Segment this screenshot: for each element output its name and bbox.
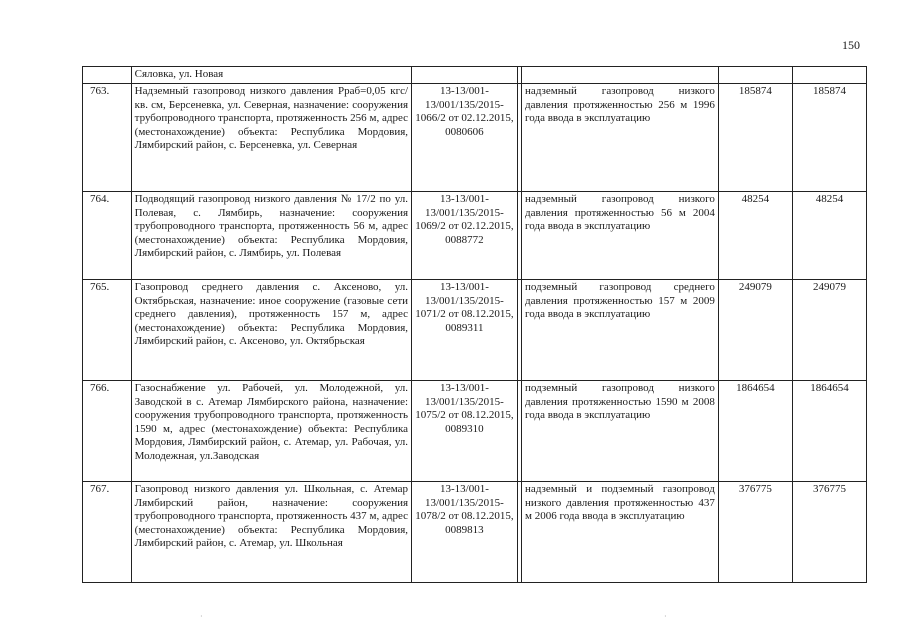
technical-info-cell: надземный газопровод низкого давления протяженностью 56 м 2004 года ввода в эксплуатацию: [522, 192, 719, 280]
value-cell: 48254: [718, 192, 792, 280]
row-number-cell: 766.: [83, 381, 132, 482]
value-cell: 1864654: [718, 381, 792, 482]
table-row: [83, 192, 867, 280]
object-description-cell: Газоснабжение ул. Рабочей, ул. Молодежной, ул. Заводской в с. Атемар Лямбирского района, назначение: сооружения трубопроводного транспорта, протяженность 1590 м, адрес (местонахождение) объекта: Республика Мордовия, Лямбирский район, с. Атемар, ул. Рабочая, ул. Молодежная, ул.Заводская: [131, 381, 411, 482]
property-register-table: [82, 66, 867, 583]
scan-artifact-mark: ·: [200, 612, 203, 621]
table-row: [83, 482, 867, 583]
table-row: [83, 84, 867, 192]
value-cell: 185874: [792, 84, 866, 192]
registration-cell: 13-13/001-13/001/135/2015-1078/2 от 08.12.2015, 0089813: [412, 482, 518, 583]
row-number-cell: 763.: [83, 84, 132, 192]
table-row: [83, 67, 867, 84]
table-row: [83, 381, 867, 482]
technical-info-cell: подземный газопровод низкого давления протяженностью 1590 м 2008 года ввода в эксплуатацию: [522, 381, 719, 482]
row-number-cell: 767.: [83, 482, 132, 583]
technical-info-cell: [522, 67, 719, 84]
registration-cell: 13-13/001-13/001/135/2015-1069/2 от 02.12.2015, 0088772: [412, 192, 518, 280]
technical-info-cell: подземный газопровод среднего давления протяженностью 157 м 2009 года ввода в эксплуатацию: [522, 280, 719, 381]
value-cell: 376775: [718, 482, 792, 583]
value-cell: 249079: [718, 280, 792, 381]
value-cell: 249079: [792, 280, 866, 381]
technical-info-cell: надземный и подземный газопровод низкого давления протяженностью 437 м 2006 года ввода в эксплуатацию: [522, 482, 719, 583]
value-cell: [718, 67, 792, 84]
registration-cell: 13-13/001-13/001/135/2015-1066/2 от 02.12.2015, 0080606: [412, 84, 518, 192]
table-row: [83, 280, 867, 381]
row-number-cell: 765.: [83, 280, 132, 381]
object-description-cell: Газопровод среднего давления с. Аксеново, ул. Октябрьская, назначение: иное сооружение (газовые сети среднего давления), протяженность 157 м, адрес (местонахождение) объекта: Республика Мордовия, Лямбирский район, с. Аксеново, ул. Октябрьская: [131, 280, 411, 381]
value-cell: 185874: [718, 84, 792, 192]
value-cell: 1864654: [792, 381, 866, 482]
registration-cell: 13-13/001-13/001/135/2015-1071/2 от 08.12.2015, 0089311: [412, 280, 518, 381]
value-cell: 48254: [792, 192, 866, 280]
object-description-cell: Подводящий газопровод низкого давления № 17/2 по ул. Полевая, с. Лямбирь, назначение: сооружения трубопроводного транспорта, протяженность 56 м, адрес (местонахождение) объекта: Республика Мордовия, Лямбирский район, с. Лямбирь, ул. Полевая: [131, 192, 411, 280]
value-cell: [792, 67, 866, 84]
row-number-cell: 764.: [83, 192, 132, 280]
object-description-cell: Надземный газопровод низкого давления Рраб=0,05 кгс/кв. см, Берсеневка, ул. Северная, назначение: сооружения трубопроводного транспорта, протяженность 256 м, адрес (местонахождение) объекта: Республика Мордовия, Лямбирский район, с. Берсеневка, ул. Северная: [131, 84, 411, 192]
page-number: 150: [842, 38, 860, 52]
value-cell: 376775: [792, 482, 866, 583]
object-description-cell: Сяловка, ул. Новая: [131, 67, 411, 84]
row-number-cell: [83, 67, 132, 84]
registration-cell: [412, 67, 518, 84]
registration-cell: 13-13/001-13/001/135/2015-1075/2 от 08.12.2015, 0089310: [412, 381, 518, 482]
scan-artifact-mark: ·: [664, 612, 667, 621]
technical-info-cell: надземный газопровод низкого давления протяженностью 256 м 1996 года ввода в эксплуатацию: [522, 84, 719, 192]
object-description-cell: Газопровод низкого давления ул. Школьная, с. Атемар Лямбирский район, назначение: сооружения трубопроводного транспорта, протяженность 437 м, адрес (местонахождение) объекта: Республика Мордовия, Лямбирский район, с. Атемар, ул. Школьная: [131, 482, 411, 583]
